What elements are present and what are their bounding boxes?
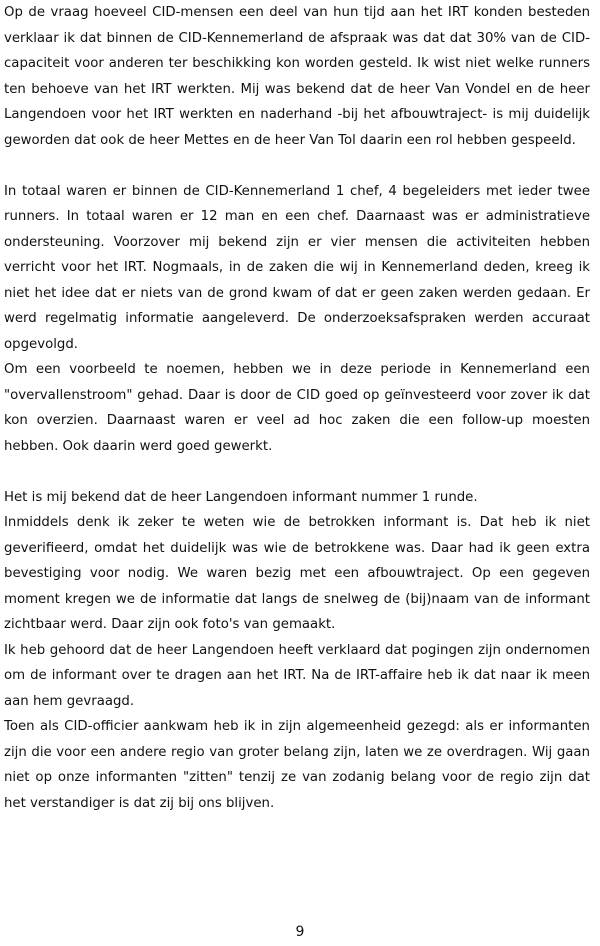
paragraph-cid-officer: Toen als CID-officier aankwam heb ik in zijn algemeenheid gezegd: als er informanten zijn die voor een andere regio van groter belang zijn, laten we ze overdragen. Wij gaan niet op onze informanten "zitten" tenzij ze van zodanig belang voor de regio zijn dat het verstandiger is dat zij bij ons blijven.: [4, 719, 590, 811]
paragraph-informant-identity: Inmiddels denk ik zeker te weten wie de betrokken informant is. Dat heb ik niet geverifieerd, omdat het duidelijk was wie de betrokkene was. Daar had ik geen extra bevestiging voor nodig. We waren bezig met een afbouwtraject. Op een gegeven moment kregen we de informatie dat langs de snelweg de (bij)naam van de informant zichtbaar werd. Daar zijn ook foto's van gemaakt.: [4, 515, 590, 632]
paragraph-cid-capacity: Op de vraag hoeveel CID-mensen een deel van hun tijd aan het IRT konden besteden verklaar ik dat binnen de CID-Kennemerland de afspraak was dat dat 30% van de CID-capaciteit voor anderen ter beschikking kon worden gesteld. Ik wist niet welke runners ten behoeve van het IRT werkten. Mij was bekend dat de heer Van Vondel en de heer Langendoen voor het IRT werkten en naderhand -bij het afbouwtraject- is mij duidelijk geworden dat ook de heer Mettes en de heer Van Tol daarin een rol hebben gespeeld.: [4, 5, 590, 148]
paragraph-gap: [4, 459, 590, 485]
page-number: 9: [295, 924, 305, 940]
paragraph-gap: [4, 153, 590, 179]
paragraph-cid-staffing: In totaal waren er binnen de CID-Kennemerland 1 chef, 4 begeleiders met ieder twee runners. In totaal waren er 12 man en een chef. Daarnaast was er administratieve ondersteuning. Voorzover mij bekend zijn er vier mensen die activiteiten hebben verricht voor het IRT. Nogmaals, in de zaken die wij in Kennemerland deden, kreeg ik niet het idee dat er niets van de grond kwam of dat er geen zaken werden gedaan. Er werd regelmatig informatie aangeleverd. De onderzoeksafspraken werden accuraat opgevolgd.: [4, 183, 590, 352]
paragraph-informant-number-1: Het is mij bekend dat de heer Langendoen informant nummer 1 runde.: [4, 489, 478, 505]
paragraph-overvallenstroom: Om een voorbeeld te noemen, hebben we in deze periode in Kennemerland een "overvallenstroom" gehad. Daar is door de CID goed op geïnvesteerd voor zover ik dat kon overzien. Daarnaast waren er veel ad hoc zaken die een follow-up moesten hebben. Ook daarin werd goed gewerkt.: [4, 362, 590, 454]
paragraph-informant-transfer: Ik heb gehoord dat de heer Langendoen heeft verklaard dat pogingen zijn ondernomen om de informant over te dragen aan het IRT. Na de IRT-affaire heb ik dat naar ik meen aan hem gevraagd.: [4, 642, 590, 709]
document-body: [4, 0, 590, 816]
